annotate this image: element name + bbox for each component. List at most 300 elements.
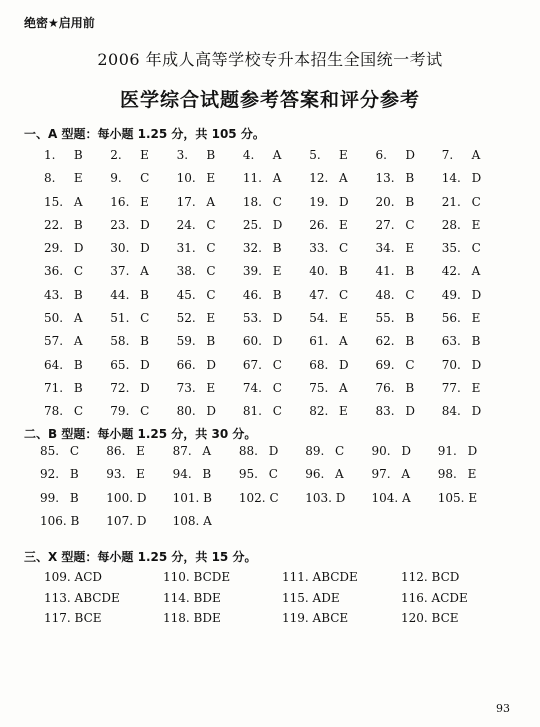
answer-choice: C (272, 194, 282, 209)
answer-choice: C (140, 171, 150, 186)
answer-choice: E (73, 171, 83, 186)
question-number: 29. (44, 241, 64, 256)
answer-choice: E (339, 404, 348, 419)
question-number: 42. (441, 264, 461, 279)
answer-choice: E (471, 380, 481, 395)
answer-item (371, 467, 437, 490)
answer-choice: C (405, 287, 415, 302)
answer-choice: A (339, 171, 348, 186)
answer-choice: D (206, 357, 217, 372)
answer-item (177, 334, 243, 357)
answer-choice: C (206, 287, 216, 302)
answer-choice: A (73, 194, 83, 209)
answer-item (173, 467, 239, 490)
answer-item (442, 358, 508, 381)
answer-choice: C (69, 444, 80, 458)
question-number: 80. (176, 404, 196, 419)
question-number: 106. (40, 513, 67, 528)
answer-choice: D (272, 311, 283, 326)
question-number: 94. (172, 467, 192, 482)
question-number: 39. (242, 264, 262, 279)
answer-item (309, 288, 375, 311)
question-number: 41. (375, 264, 395, 279)
question-number: 14. (441, 171, 461, 186)
question-number: 92. (40, 467, 60, 482)
answer-choice: E (272, 264, 282, 279)
answer-choice: D (401, 444, 411, 458)
answer-choice: D (73, 241, 84, 256)
question-number: 55. (375, 311, 395, 326)
answer-choice: D (140, 380, 150, 395)
question-number: 7. (441, 148, 454, 162)
answer-choice: D (471, 357, 482, 372)
question-number: 21. (441, 194, 461, 209)
answer-item (40, 467, 106, 490)
question-number: 15. (44, 194, 64, 209)
question-number: 35. (441, 241, 461, 256)
question-number: 25. (242, 217, 262, 232)
question-number: 113. (44, 590, 71, 605)
answer-item (309, 404, 375, 427)
answer-choice: A (471, 264, 481, 279)
question-number: 83. (375, 404, 395, 419)
answer-item (173, 491, 239, 514)
answer-item (442, 288, 508, 311)
answer-choice: B (206, 148, 216, 162)
question-number: 72. (110, 380, 130, 395)
question-number: 58. (110, 334, 130, 349)
answer-choice: A (73, 311, 83, 326)
question-number: 90. (371, 444, 391, 458)
answer-choice: C (206, 217, 216, 232)
question-number: 38. (176, 264, 196, 279)
answer-choice: C (269, 490, 279, 505)
question-number: 117. (44, 611, 71, 625)
answer-item (442, 241, 508, 264)
answer-item (375, 218, 441, 241)
answer-choice: ACD (74, 570, 103, 584)
answer-choice: C (73, 264, 84, 279)
question-number: 104. (371, 490, 399, 505)
answer-item (375, 381, 441, 404)
answer-choice: D (272, 334, 283, 349)
answer-choice: D (136, 513, 147, 528)
answer-item (442, 218, 508, 241)
answer-item (375, 241, 441, 264)
answer-choice: B (69, 490, 79, 505)
question-number: 2. (110, 148, 122, 162)
answer-choice: A (272, 148, 282, 162)
answer-item (44, 311, 110, 334)
answer-choice: B (405, 171, 415, 186)
answer-item (309, 171, 375, 194)
answer-choice: D (339, 357, 349, 372)
question-number: 76. (375, 380, 395, 395)
question-number: 16. (110, 194, 130, 209)
question-number: 67. (242, 357, 262, 372)
question-number: 28. (441, 217, 461, 232)
question-number: 46. (242, 287, 262, 302)
answer-item (177, 148, 243, 171)
answer-item (309, 381, 375, 404)
question-number: 81. (242, 404, 262, 419)
answer-choice: C (73, 404, 84, 419)
answer-choice: D (339, 194, 349, 209)
answer-choice: E (136, 467, 145, 482)
exam-title: 2006 年成人高等学校专升本招生全国统一考试 (97, 50, 443, 69)
question-number: 100. (106, 490, 134, 505)
secret-label: 绝密★启用前 (24, 16, 95, 30)
answer-choice: B (70, 513, 80, 528)
page-number: 93 (496, 702, 510, 715)
answer-choice: B (272, 241, 282, 256)
answer-choice: BCE (74, 611, 102, 625)
answer-choice: B (73, 148, 83, 162)
question-number: 47. (309, 287, 329, 302)
question-number: 54. (309, 311, 329, 326)
answer-choice: D (140, 357, 150, 372)
answer-item (243, 264, 309, 287)
question-number: 50. (44, 311, 64, 326)
question-number: 60. (242, 334, 262, 349)
answer-item (173, 444, 239, 467)
question-number: 20. (375, 194, 395, 209)
answer-item (44, 288, 110, 311)
answer-item (243, 358, 309, 381)
answer-choice: BDE (193, 611, 221, 625)
answer-choice: C (272, 404, 282, 419)
question-number: 95. (238, 467, 258, 482)
answer-choice: B (202, 467, 212, 482)
answer-item (239, 444, 305, 467)
question-number: 97. (371, 467, 391, 482)
answer-item (106, 491, 172, 514)
answer-item (44, 148, 110, 171)
question-number: 13. (375, 171, 395, 186)
answer-item (305, 491, 371, 514)
answer-choice: A (339, 334, 348, 349)
question-number: 49. (441, 287, 461, 302)
answer-choice: B (405, 334, 415, 349)
question-number: 71. (44, 380, 64, 395)
answer-item (438, 444, 504, 467)
question-number: 99. (40, 490, 60, 505)
answer-item (375, 264, 441, 287)
answer-item (309, 311, 375, 334)
question-number: 8. (44, 171, 56, 186)
answer-choice: D (405, 148, 415, 162)
answer-choice: B (73, 287, 83, 302)
question-number: 43. (44, 287, 64, 302)
answer-item (44, 334, 110, 357)
answer-choice: A (140, 264, 149, 279)
question-number: 85. (40, 444, 60, 458)
answer-item (375, 171, 441, 194)
answer-choice: BDE (193, 590, 221, 605)
question-number: 23. (110, 217, 130, 232)
answer-choice: C (339, 241, 349, 256)
answer-item (44, 381, 110, 404)
answer-choice: B (203, 490, 212, 505)
section-a-title: 一、A 型题：每小题 1.25 分，共 105 分。 (24, 127, 265, 141)
answer-item (44, 264, 110, 287)
answer-choice: B (73, 217, 83, 232)
answer-item (309, 264, 375, 287)
answer-choice: D (467, 444, 478, 458)
answer-item (442, 334, 508, 357)
question-number: 51. (110, 311, 130, 326)
document-title: 医学综合试题参考答案和评分参考 (119, 89, 420, 111)
answer-item (40, 491, 106, 514)
question-number: 30. (110, 241, 130, 256)
question-number: 91. (437, 444, 457, 458)
answer-choice: B (405, 311, 415, 326)
question-number: 48. (375, 287, 395, 302)
answer-item (309, 334, 375, 357)
question-number: 115. (282, 590, 309, 605)
question-number: 19. (309, 194, 329, 209)
question-number: 70. (441, 357, 461, 372)
question-number: 3. (176, 148, 189, 162)
section-b-title: 二、B 型题：每小题 1.25 分，共 30 分。 (24, 427, 257, 441)
answer-item (442, 311, 508, 334)
answer-choice: C (335, 444, 345, 458)
question-number: 1. (44, 148, 56, 162)
answer-choice: A (335, 467, 344, 482)
answer-choice: C (206, 264, 216, 279)
question-number: 79. (110, 404, 130, 419)
answer-item (305, 444, 371, 467)
question-number: 62. (375, 334, 395, 349)
answer-choice: BCDE (193, 570, 231, 584)
question-number: 87. (172, 444, 192, 458)
question-number: 86. (106, 444, 126, 458)
answer-item (438, 491, 504, 514)
question-number: 64. (44, 357, 64, 372)
answer-choice: E (140, 148, 149, 162)
answer-choice: BCD (431, 570, 460, 584)
answer-choice: E (206, 171, 216, 186)
answer-choice: D (272, 217, 283, 232)
question-number: 32. (242, 241, 262, 256)
answer-item (239, 467, 305, 490)
answer-choice: E (206, 311, 216, 326)
answer-item (163, 611, 282, 632)
question-number: 82. (309, 404, 329, 419)
answer-item (40, 514, 106, 537)
answer-choice: E (471, 217, 481, 232)
question-number: 111. (282, 570, 309, 584)
answer-choice: A (73, 334, 83, 349)
question-number: 88. (238, 444, 258, 458)
answer-choice: C (206, 241, 216, 256)
answer-item (177, 218, 243, 241)
answer-choice: B (405, 194, 415, 209)
question-number: 31. (176, 241, 196, 256)
question-number: 93. (106, 467, 126, 482)
question-number: 12. (309, 171, 329, 186)
answer-choice: A (471, 148, 481, 162)
answer-item (282, 570, 401, 591)
answer-item (309, 195, 375, 218)
answer-item (110, 195, 176, 218)
answer-item (177, 288, 243, 311)
question-number: 119. (282, 611, 309, 625)
answer-item (442, 171, 508, 194)
answer-item (177, 241, 243, 264)
question-number: 44. (110, 287, 130, 302)
answer-choice: A (401, 467, 410, 482)
answer-item (40, 444, 106, 467)
answer-item (110, 264, 176, 287)
answer-choice: D (140, 217, 150, 232)
question-number: 77. (441, 380, 461, 395)
answer-choice: C (471, 241, 481, 256)
answer-item (177, 264, 243, 287)
answer-item (110, 381, 176, 404)
answer-choice: B (339, 264, 348, 279)
answer-choice: D (471, 404, 482, 419)
answer-choice: ABCE (312, 611, 349, 625)
answer-item (177, 311, 243, 334)
answer-choice: C (339, 287, 349, 302)
answer-choice: A (202, 444, 212, 458)
question-number: 53. (242, 311, 262, 326)
answer-item (163, 591, 282, 612)
answer-item (177, 171, 243, 194)
answer-choice: ADE (312, 590, 340, 605)
answer-item (305, 467, 371, 490)
answer-item (177, 358, 243, 381)
answer-choice: C (471, 194, 481, 209)
section-b-answer-grid (40, 444, 510, 537)
answer-choice: D (140, 241, 150, 256)
answer-choice: ACDE (431, 590, 468, 605)
answer-item (401, 570, 520, 591)
question-number: 11. (242, 171, 262, 186)
answer-choice: C (272, 357, 282, 372)
answer-item (243, 334, 309, 357)
question-number: 89. (305, 444, 325, 458)
question-number: 75. (309, 380, 329, 395)
answer-item (309, 218, 375, 241)
answer-item (177, 195, 243, 218)
question-number: 56. (441, 311, 461, 326)
answer-choice: B (69, 467, 79, 482)
answer-item (243, 148, 309, 171)
answer-choice: A (402, 490, 411, 505)
answer-choice: D (136, 490, 147, 505)
question-number: 107. (106, 513, 134, 528)
answer-item (375, 148, 441, 171)
question-number: 78. (44, 404, 64, 419)
question-number: 18. (242, 194, 262, 209)
section-a-answer-grid (44, 148, 514, 428)
answer-choice: C (272, 380, 282, 395)
question-number: 17. (176, 194, 196, 209)
question-number: 22. (44, 217, 64, 232)
answer-choice: A (339, 380, 348, 395)
answer-item (375, 358, 441, 381)
answer-choice: BCE (431, 611, 459, 625)
answer-choice: D (471, 171, 482, 186)
answer-choice: C (405, 357, 415, 372)
answer-choice: B (73, 380, 83, 395)
question-number: 9. (110, 171, 122, 186)
answer-item (173, 514, 239, 537)
question-number: 37. (110, 264, 130, 279)
answer-item (239, 491, 305, 514)
answer-item (110, 288, 176, 311)
answer-item (282, 591, 401, 612)
answer-item (110, 171, 176, 194)
answer-item (177, 381, 243, 404)
answer-choice: C (140, 404, 150, 419)
question-number: 120. (401, 611, 428, 625)
answer-item (282, 611, 401, 632)
question-number: 24. (176, 217, 196, 232)
answer-item (442, 404, 508, 427)
answer-choice: B (405, 380, 415, 395)
answer-item (243, 171, 309, 194)
question-number: 96. (305, 467, 325, 482)
answer-choice: B (206, 334, 216, 349)
answer-item (309, 358, 375, 381)
answer-choice: C (268, 467, 278, 482)
answer-item (106, 514, 172, 537)
answer-item (309, 148, 375, 171)
question-number: 108. (172, 513, 200, 528)
question-number: 52. (176, 311, 196, 326)
question-number: 6. (375, 148, 387, 162)
question-number: 84. (441, 404, 461, 419)
answer-choice: D (471, 287, 482, 302)
answer-choice: C (140, 311, 150, 326)
question-number: 34. (375, 241, 395, 256)
answer-choice: A (272, 171, 282, 186)
answer-item (309, 241, 375, 264)
answer-item (106, 444, 172, 467)
answer-choice: E (206, 380, 216, 395)
answer-item (163, 570, 282, 591)
answer-item (44, 570, 163, 591)
answer-item (371, 491, 437, 514)
question-number: 40. (309, 264, 329, 279)
question-number: 112. (401, 570, 428, 584)
answer-item (44, 358, 110, 381)
question-number: 63. (441, 334, 461, 349)
answer-item (44, 241, 110, 264)
question-number: 118. (163, 611, 190, 625)
answer-item (243, 311, 309, 334)
answer-choice: E (339, 311, 348, 326)
answer-choice: ABCDE (312, 570, 358, 584)
answer-choice: B (471, 334, 481, 349)
answer-choice: E (468, 490, 478, 505)
answer-item (110, 148, 176, 171)
section-x-answer-grid (44, 570, 514, 632)
answer-choice: D (268, 444, 279, 458)
answer-item (243, 381, 309, 404)
question-number: 110. (163, 570, 190, 584)
question-number: 74. (242, 380, 262, 395)
answer-item (243, 195, 309, 218)
question-number: 116. (401, 590, 428, 605)
question-number: 57. (44, 334, 64, 349)
question-number: 66. (176, 357, 196, 372)
answer-item (44, 611, 163, 632)
answer-choice: E (136, 444, 145, 458)
